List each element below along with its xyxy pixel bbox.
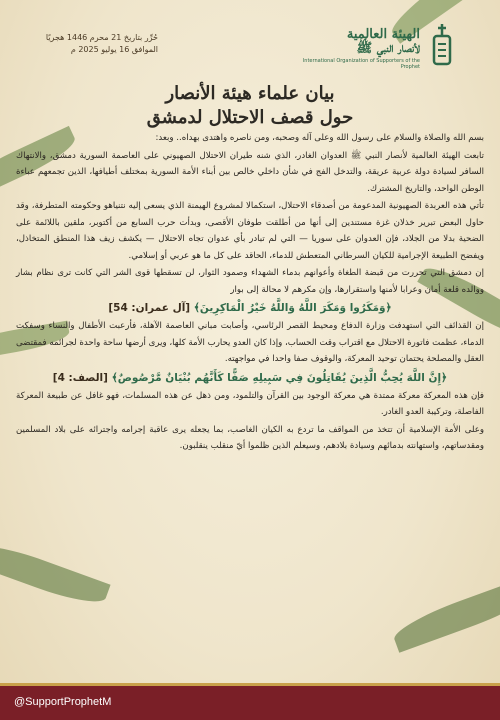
palm-leaf-decoration xyxy=(390,575,500,653)
date-hijri: حُرِّر بتاريخ 21 محرم 1446 هجريًا xyxy=(45,33,158,42)
paragraph-opening: بسم الله والصلاة والسلام على رسول الله وعلى آله وصحبه، ومن ناصره واهتدى بهداه.. وبعد: xyxy=(155,133,484,143)
quote-text: ﴿وَمَكَرُوا وَمَكَرَ اللَّهُ وَاللَّهُ خَيْرُ الْمَاكِرِينَ﴾ xyxy=(193,302,392,314)
social-handle-link[interactable] xyxy=(14,696,111,708)
paragraph-2: تأتي هذه العربدة الصهيونية المدعومة من أصدقاء الاحتلال، استكمالا لمشروع الهيمنة الذي يسعى إليه نتنياهو وحكومته المتطرفة، وقد حاول البعض تبرير خذلان غزة مستندين إلى أنها من أطلقت طوفان الأقصى، وبدأت حرب السابع من أكتوبر، ملقين باللائمة على الضحية بدلا من الجلاد، فإن العدوان على سوريا — التي لم تبادر بأي عدوان تجاه الاحتلال — يكشف زيف هذا المنطق المتخاذل، ويفضح الطبيعة الإجرامية للكيان السرطاني المتعطش للدماء، الحاقد على كل ما هو عربي أو إسلامي. xyxy=(16,201,484,261)
header xyxy=(0,0,500,80)
palm-leaf-decoration xyxy=(0,537,111,611)
paragraph-5: فإن هذه المعركة معركة ممتدة هي معركة الوجود بين القرآن والتلمود، ومن ذهل عن هذه المسلمات، فهو غافل عن طبيعة المعركة الفاصلة، وتركيبة العدو الغادر. xyxy=(16,390,484,417)
page-title xyxy=(60,82,440,130)
date-block xyxy=(18,32,158,56)
organization-name xyxy=(300,28,420,56)
quran-quote-1 xyxy=(16,299,484,317)
paragraph-4: إن القذائف التي استهدفت وزارة الدفاع ومحيط القصر الرئاسي، وأصابت مباني العاصمة الآهلة، فأرعبت الأطفال والنساء وسفكت الدماء، عظمت فاتورة الاحتلال مع اقتراب وقت الحساب، وإذا كان العدو يحارب الأمة كلها، ويرى أرضها ساحة واحدة لجرائمه فمقتضى العقل والمصلحة يحتمان توحيد المعركة، والوقوف صفا واحدا في مواجهته. xyxy=(16,321,484,364)
title-line1: بيان علماء هيئة الأنصار xyxy=(165,83,335,104)
paragraph-3: إن دمشق التي تحررت من قبضة الطغاة وأعوانهم بدماء الشهداء وصمود الثوار، لن تسقطها قوى الشر التي كانت ترى نظام بشار ووالده قلعة أمان وعرابا لأمنها واستقرارها، وإن مكرهم لا محالة إلى بوار xyxy=(16,268,484,295)
title-line2: حول قصف الاحتلال لدمشق xyxy=(146,107,354,128)
statement-body xyxy=(16,130,484,456)
social-handle[interactable]: @SupportProphetM xyxy=(14,696,112,708)
quote-reference: [الصف: 4] xyxy=(52,371,108,384)
organization-name-line1: الهيئة العالمية xyxy=(346,27,420,42)
paragraph-1: تابعت الهيئة العالمية لأنصار النبي ﷺ العدوان الغادر، الذي شنه طيران الاحتلال الصهيوني على العاصمة السورية دمشق، والانتهاك السافر لسيادة دولة عربية عريقة، والتدخل الفج في شأن داخلي خالص بين أبناء الأمة السورية بمختلف أطيافها، الذين تجمعهم عباءة الوطن الواحد، والتاريخ المشترك. xyxy=(16,150,484,194)
quote-reference: [آل عمران: 54] xyxy=(108,302,191,314)
organization-subtitle: International Organization of Supporters of the Prophet xyxy=(302,58,420,70)
paragraph-6: وعلى الأمة الإسلامية أن تتخذ من المواقف ما تردع به الكيان الغاصب، بما يجعله يرى عاقبة إجرامه واجترائه على بلاد المسلمين ومقدساتهم، واستهانته بدمائهم وسيادة بلادهم، وسيعلم الذين ظلموا أيّ منقلب ينقلبون. xyxy=(16,424,484,451)
date-gregorian: الموافق 16 يوليو 2025 م xyxy=(70,45,158,54)
quote-text: ﴿إِنَّ اللَّهَ يُحِبُّ الَّذِينَ يُقَاتِلُونَ فِي سَبِيلِهِ صَفًّا كَأَنَّهُم بُنْيَانٌ مَّرْصُوصٌ﴾ xyxy=(111,371,448,384)
organization-logo-icon xyxy=(428,22,456,66)
footer-bar xyxy=(0,686,500,720)
quran-quote-2 xyxy=(16,369,484,387)
organization-name-line2: لأنصار النبي ﷺ xyxy=(356,41,420,56)
